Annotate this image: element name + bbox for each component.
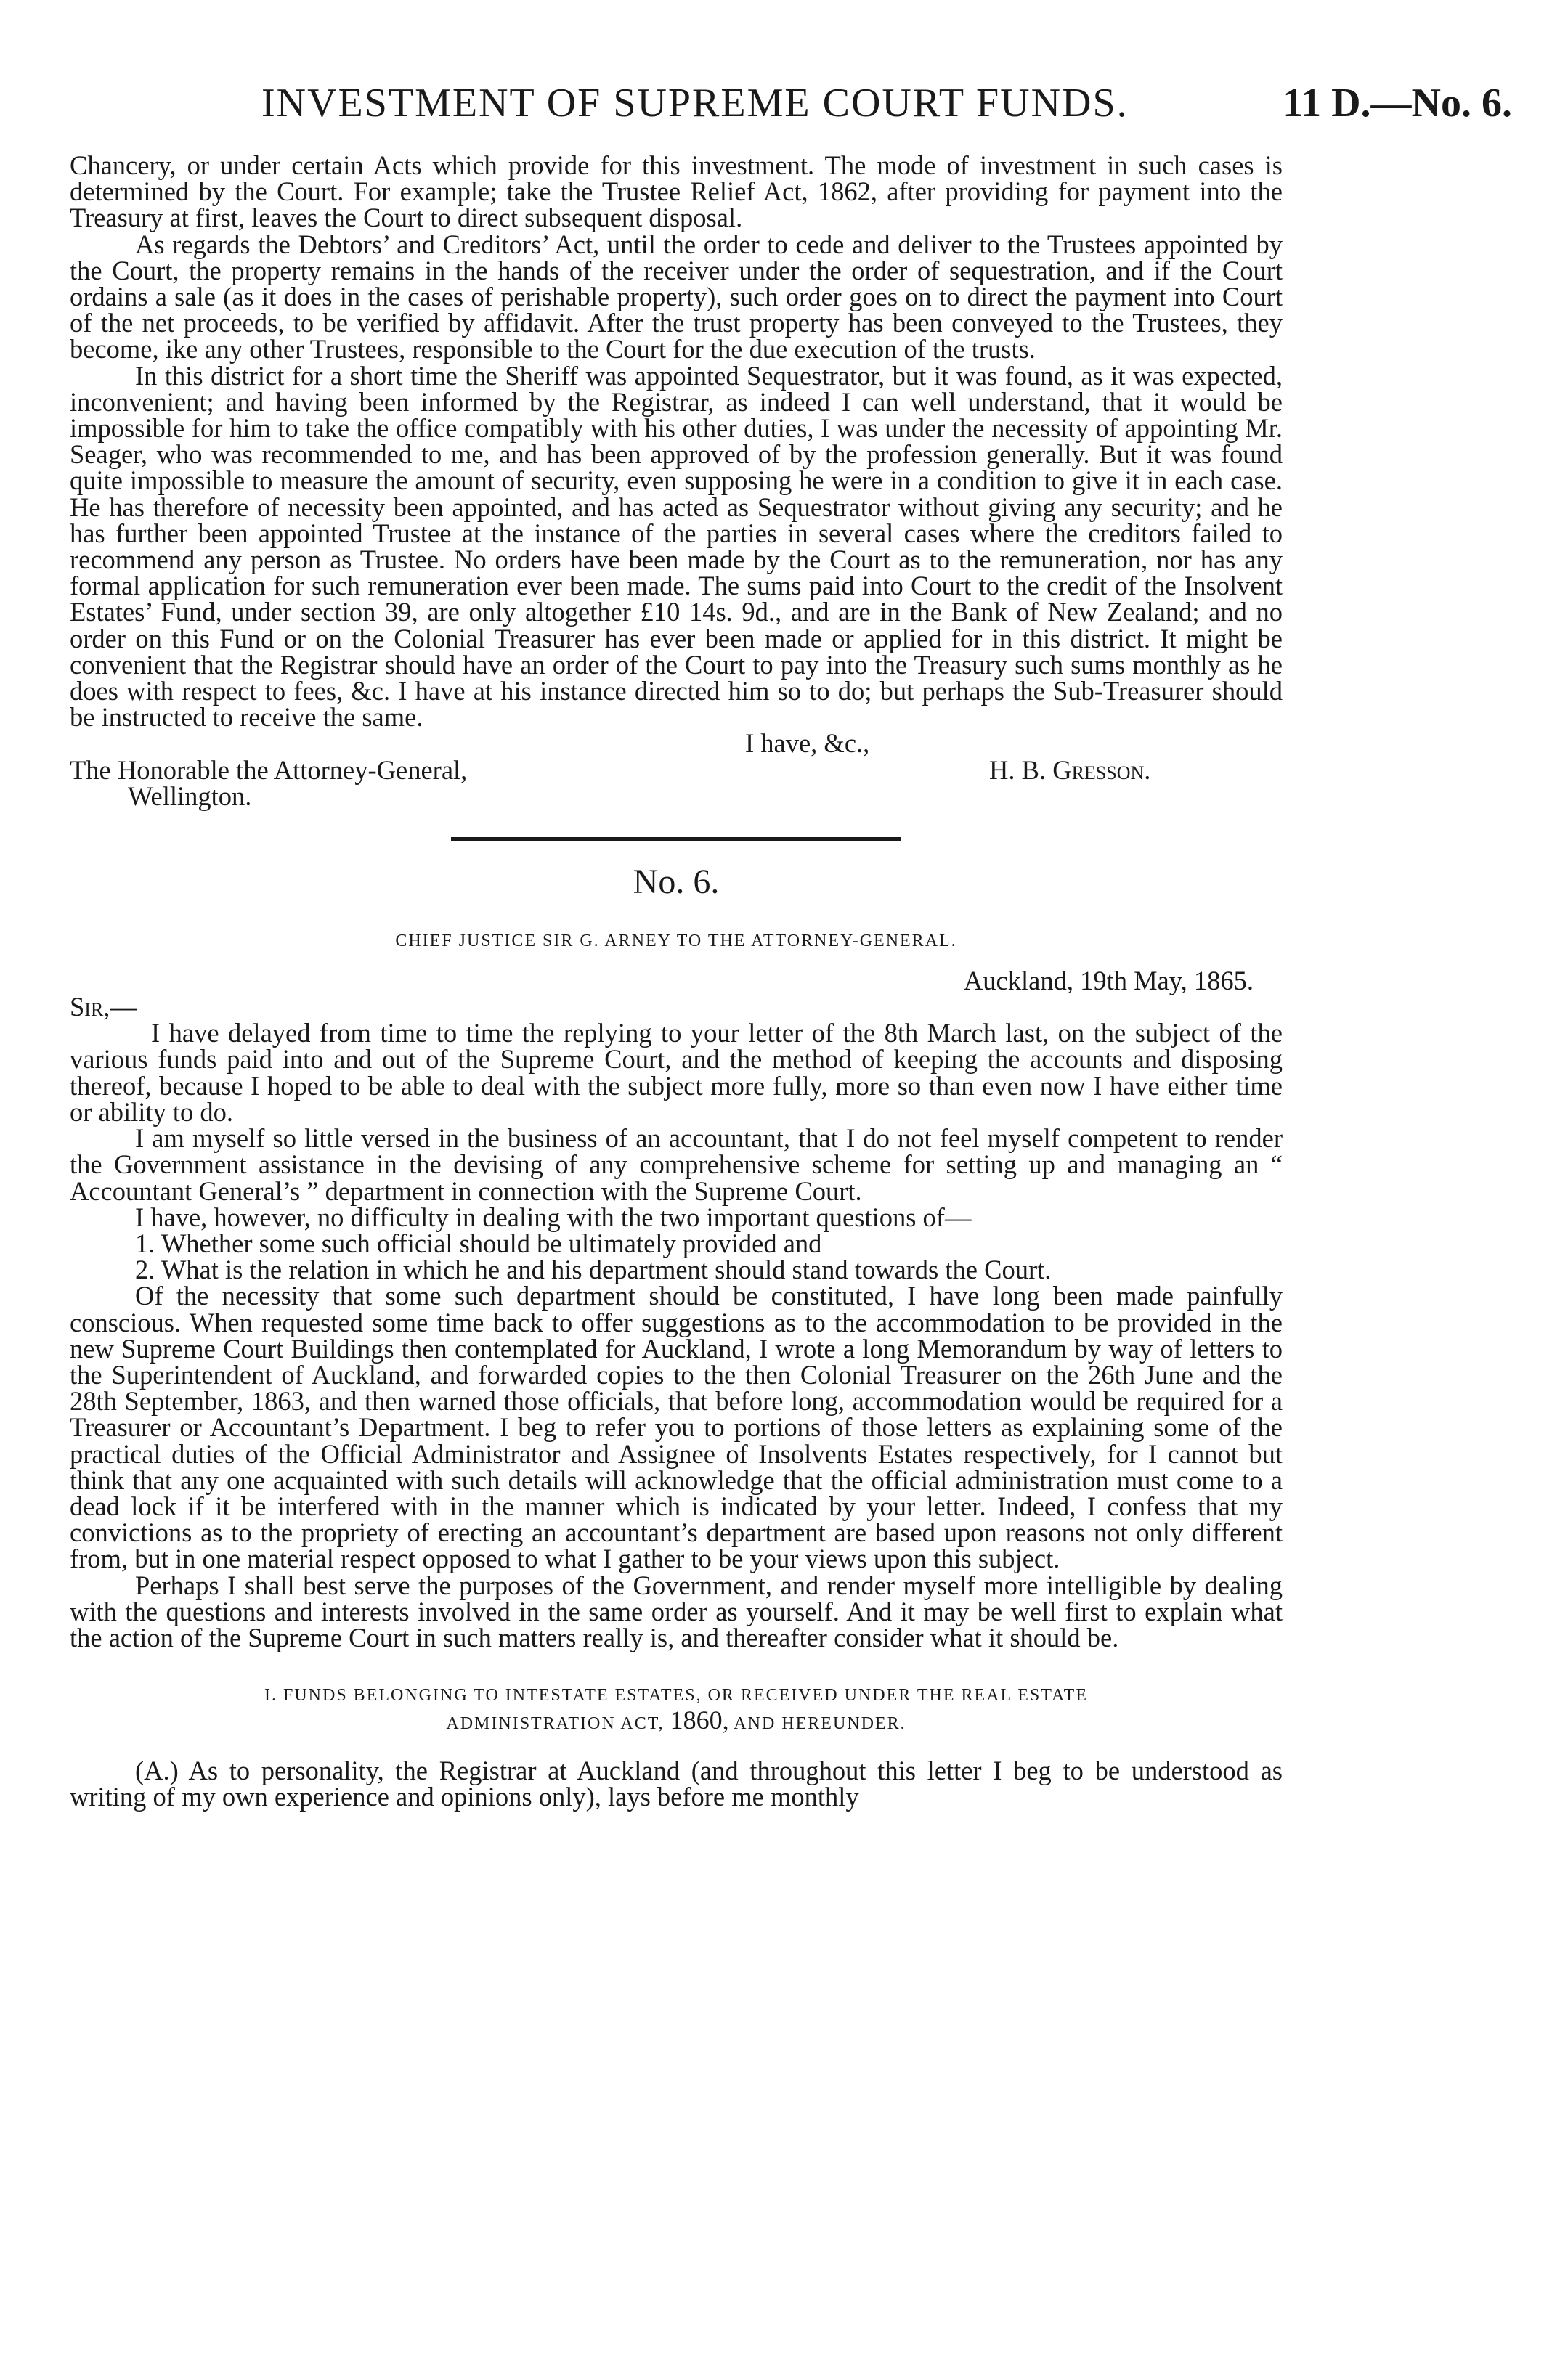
document-number: No. 6. [633, 862, 720, 901]
section-divider [451, 837, 901, 841]
letter6-paragraph-6: (A.) As to personality, the Registrar at Auckland (and throughout this letter I beg to be understood as writing of my own experience and opinions only), lays before me monthly [70, 1756, 1283, 1812]
letter5-paragraph-3: In this district for a short time the Sheriff was appointed Sequestrator, but it was found, as it was expected, inconvenient; and having been informed by the Registrar, as indeed I can well understand, that it would be impossible for him to take the office compatibly with his other duties, I was under the necessity of appointing Mr. Seager, who was recommended to me, and has been approved of by the profession generally. But it was found quite impossible to measure the amount of security, even supposing he were in a condition to give it in each case. He has therefore of necessity been appointed, and has acted as Sequestrator without giving any security; and he has further been appointed Trustee at the instance of the parties in several cases where the creditors failed to recommend any person as Trustee. No orders have been made by the Court as to the remuneration, nor has any formal application for such remuneration ever been made. The sums paid into Court to the credit of the Insolvent Estates’ Fund, under section 39, are only altogether £10 14s. 9d., and are in the Bank of New Zealand; and no order on this Fund or on the Colonial Treasurer has ever been made or applied for in this district. It might be convenient that the Registrar should have an order of the Court to pay into the Treasury such sums monthly as he does with respect to fees, &c. I have at his instance directed him so to do; but perhaps the Sub-Treasurer should be instructed to receive the same. [70, 360, 1283, 733]
running-title: INVESTMENT OF SUPREME COURT FUNDS. [261, 81, 1129, 126]
letter6-salutation: Sir,— [70, 992, 137, 1022]
letter6-dateline: Auckland, 19th May, 1865. [963, 965, 1254, 995]
body-text [70, 152, 1283, 1811]
letter5-addressee-city: Wellington. [128, 781, 252, 811]
section-heading [70, 1683, 1283, 1736]
letter5-signature-line [70, 754, 1283, 785]
page-header [0, 80, 1560, 138]
letter6-heading: CHIEF JUSTICE SIR G. ARNEY TO THE ATTORNEY-GENERAL. [395, 931, 957, 950]
letter6-question-2: 2. What is the relation in which he and his department should stand towards the Court. [135, 1255, 1052, 1285]
section-heading-line-2 [70, 1705, 1283, 1736]
section-heading-line-1: I. FUNDS BELONGING TO INTESTATE ESTATES, OR RECEIVED UNDER THE REAL ESTATE [264, 1686, 1088, 1705]
letter6-paragraph-5: Perhaps I shall best serve the purposes of the Government, and render myself more intelligible by dealing with the questions and interests involved in the same order as yourself. And it may be well first to explain what the action of the Supreme Court in such matters really is, and thereafter consider what it should be. [70, 1570, 1283, 1652]
section-heading-act: ADMINISTRATION ACT, [446, 1714, 665, 1734]
letter5-closing: I have, &c., [745, 728, 870, 759]
letter5-paragraph-2: As regards the Debtors’ and Creditors’ Act, until the order to cede and deliver to the Trustees appointed by the Court, the property remains in the hands of the receiver under the order of sequestration, and if the Court ordains a sale (as it does in the cases of perishable property), such order goes on to direct the payment into Court of the net proceeds, to be verified by affidavit. After the trust property has been conveyed to the Trustees, they become, ike any other Trustees, responsible to the Court for the due execution of the trusts. [70, 229, 1283, 364]
letter5-paragraph-1: Chancery, or under certain Acts which provide for this investment. The mode of investment in such cases is determined by the Court. For example; take the Trustee Relief Act, 1862, after providing for payment into the Treasury at first, leaves the Court to direct subsequent disposal. [70, 150, 1283, 233]
section-heading-end: AND HEREUNDER. [734, 1714, 906, 1734]
letter6-paragraph-1: I have delayed from time to time the replying to your letter of the 8th March last, on the subject of the various funds paid into and out of the Supreme Court, and the method of keeping the accounts and disposing thereof, because I hoped to be able to deal with the subject more fully, more so than even now I have either time or ability to do. [70, 1018, 1283, 1127]
letter5-signer: H. B. Gresson. [989, 754, 1151, 785]
letter6-paragraph-3: I have, however, no difficulty in dealing with the two important questions of— [135, 1202, 972, 1232]
letter5-addressee: The Honorable the Attorney-General, [70, 754, 468, 785]
page-reference: 11 D.—No. 6. [1283, 81, 1512, 126]
section-heading-year: 1860, [670, 1705, 729, 1735]
letter6-paragraph-2: I am myself so little versed in the business of an accountant, that I do not feel myself competent to render the Government assistance in the devising of any comprehensive scheme for setting up and managing an “ Accountant General’s ” department in connection with the Supreme Court. [70, 1123, 1283, 1206]
letter6-paragraph-4: Of the necessity that some such department should be constituted, I have long been made painfully conscious. When requested some time back to offer suggestions as to the accommodation to be provided in the new Supreme Court Buildings then contemplated for Auckland, I wrote a long Memorandum by way of letters to the Superintendent of Auckland, and forwarded copies to the then Colonial Treasurer on the 26th June and the 28th September, 1863, and then warned those officials, that before long, accommodation would be required for a Treasurer or Accountant’s Department. I beg to refer you to portions of those letters as explaining some of the practical duties of the Official Administrator and Assignee of Insolvents Estates respectively, for I cannot but think that any one acquainted with such details will acknowledge that the official administration must come to a dead lock if it be interfered with in the manner which is indicated by your letter. Indeed, I confess that my convictions as to the propriety of erecting an accountant’s department are based upon reasons not only different from, but in one material respect opposed to what I gather to be your views upon this subject. [70, 1281, 1283, 1574]
letter6-question-1: 1. Whether some such official should be ultimately provided and [135, 1228, 822, 1258]
